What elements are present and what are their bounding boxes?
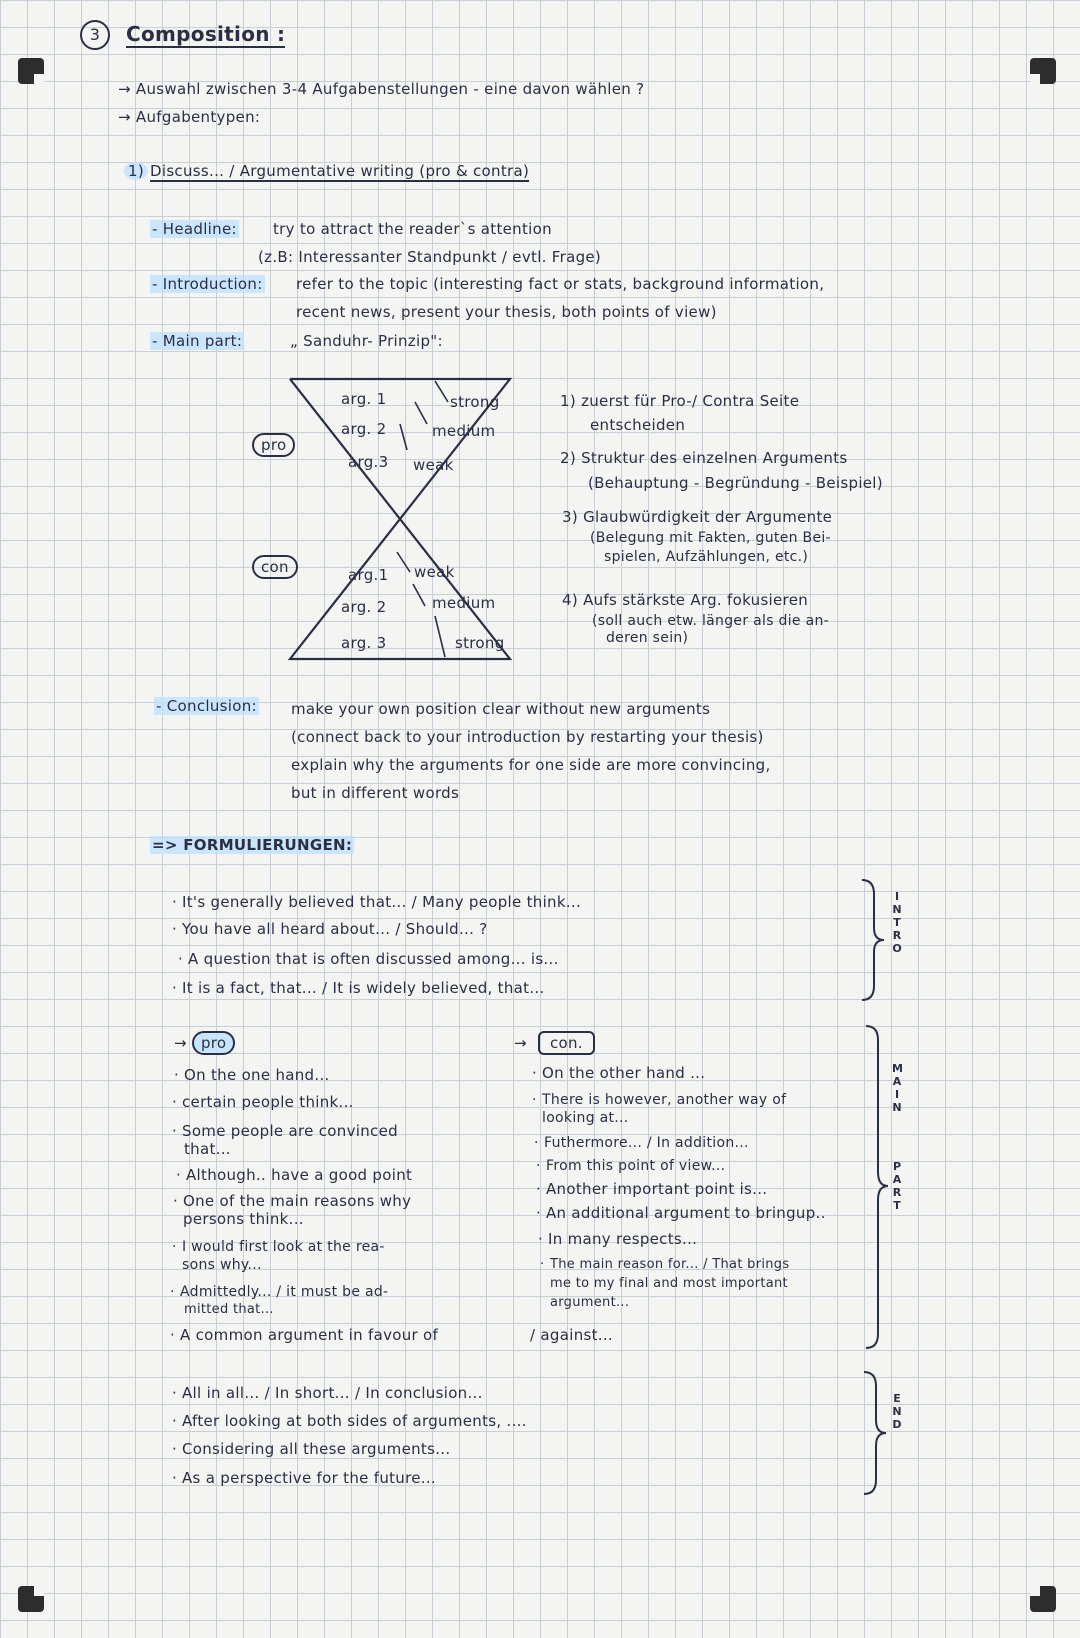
page-title: Composition :	[126, 22, 286, 46]
intro-phrase-4: · It is a fact, that... / It is widely believed, that...	[182, 979, 545, 997]
con-phrase-2-cont: looking at...	[542, 1110, 629, 1126]
divider-medium-top	[415, 402, 427, 424]
hourglass-outline	[290, 379, 510, 659]
divider-weak-bottom	[397, 552, 410, 572]
intro-line-1: → Auswahl zwischen 3-4 Aufgabenstellungen - eine davon wählen ?	[118, 80, 645, 98]
headline-label	[150, 220, 239, 238]
pro-phrase-1: · On the one hand...	[184, 1066, 330, 1084]
headline-text: try to attract the reader`s attention	[273, 220, 552, 238]
brace-label-end: E N D	[892, 1392, 902, 1431]
con-phrase-8: · The main reason for... / That brings	[550, 1257, 789, 1272]
intro-phrase-1: · It's generally believed that... / Many people think...	[182, 893, 581, 911]
con-label: con	[252, 555, 298, 579]
discuss-heading: Discuss... / Argumentative writing (pro & contra)	[150, 162, 530, 180]
brace-main-part-path	[866, 1026, 888, 1348]
brace-label-part: P A R T	[892, 1160, 902, 1212]
conclusion-line-1: make your own position clear without new arguments	[291, 700, 711, 718]
pro-header	[174, 1034, 235, 1052]
discuss-number: 1)	[124, 162, 148, 180]
pro-phrase-5: · One of the main reasons why	[183, 1192, 411, 1210]
section-number-text: 3	[89, 25, 101, 44]
con-phrase-3: · Futhermore... / In addition...	[544, 1135, 749, 1151]
shared-phrase-2: / against...	[530, 1326, 614, 1344]
introduction-text-2: recent news, present your thesis, both points of view)	[296, 303, 717, 321]
main-part-label-text: - Main part:	[152, 332, 243, 350]
hourglass-top-strength-3: weak	[413, 456, 454, 474]
intro-phrase-2: · You have all heard about... / Should... ?	[182, 920, 488, 938]
introduction-label	[150, 275, 265, 293]
brace-intro	[858, 878, 888, 1002]
hourglass-bottom-strength-1: weak	[414, 563, 455, 581]
brace-label-main: M A I N	[892, 1062, 903, 1114]
con-phrase-8-cont: me to my final and most important	[550, 1276, 788, 1291]
con-header	[514, 1034, 595, 1052]
step-2-line-1: 2) Struktur des einzelnen Arguments	[560, 449, 848, 467]
formulierungen-heading	[150, 836, 354, 854]
divider-weak-top	[400, 424, 407, 450]
brace-label-intro: I N T R O	[892, 890, 902, 955]
brace-end	[860, 1370, 890, 1496]
divider-strong-bottom	[435, 616, 445, 657]
conclusion-line-4: but in different words	[291, 784, 460, 802]
con-phrase-8-cont-2: argument...	[550, 1295, 630, 1310]
conclusion-line-3: explain why the arguments for one side are more convincing,	[291, 756, 771, 774]
step-3-line-2: (Belegung mit Fakten, guten Bei-	[590, 530, 831, 546]
hourglass-top-arg-1: arg. 1	[341, 390, 387, 408]
pro-phrase-6: · I would first look at the rea-	[182, 1239, 385, 1255]
pro-phrase-5-cont: persons think...	[183, 1210, 304, 1228]
end-phrase-4: · As a perspective for the future...	[182, 1469, 436, 1487]
con-phrase-7: · In many respects...	[548, 1230, 697, 1248]
conclusion-label	[154, 697, 259, 715]
conclusion-label-text: - Conclusion:	[156, 697, 257, 715]
hourglass-bottom-arg-3: arg. 3	[341, 634, 387, 652]
hourglass-top-strength-1: strong	[450, 393, 500, 411]
pro-phrase-7-cont: mitted that...	[184, 1302, 274, 1317]
step-4-line-3: deren sein)	[606, 630, 689, 646]
pro-arrow-icon: →	[174, 1034, 187, 1052]
end-phrase-1: · All in all... / In short... / In conclusion...	[182, 1384, 483, 1402]
con-phrase-5: · Another important point is...	[546, 1180, 767, 1198]
con-phrase-1: · On the other hand ...	[542, 1064, 705, 1082]
con-header-label: con.	[538, 1031, 595, 1055]
con-phrase-2: · There is however, another way of	[542, 1092, 786, 1108]
con-arrow-icon: →	[514, 1034, 527, 1052]
step-3-line-3: spielen, Aufzählungen, etc.)	[604, 549, 809, 565]
main-part-label	[150, 332, 244, 350]
hourglass-top-arg-2: arg. 2	[341, 420, 387, 438]
corner-mark-bottom-right	[1030, 1586, 1056, 1612]
hourglass-bottom-strength-3: strong	[455, 634, 505, 652]
intro-phrase-3: · A question that is often discussed among... is...	[188, 950, 559, 968]
brace-intro-path	[862, 880, 884, 1000]
step-4-line-1: 4) Aufs stärkste Arg. fokusieren	[562, 591, 809, 609]
pro-header-label: pro	[192, 1031, 235, 1055]
step-3-line-1: 3) Glaubwürdigkeit der Argumente	[562, 508, 833, 526]
step-2-line-2: (Behauptung - Begründung - Beispiel)	[588, 474, 883, 492]
end-phrase-3: · Considering all these arguments...	[182, 1440, 450, 1458]
step-4-line-2: (soll auch etw. länger als die an-	[592, 613, 829, 629]
corner-mark-bottom-left	[18, 1586, 44, 1612]
section-number	[80, 20, 110, 50]
pro-phrase-2: · certain people think...	[182, 1093, 354, 1111]
hourglass-bottom-arg-2: arg. 2	[341, 598, 387, 616]
divider-medium-bottom	[413, 584, 425, 606]
pro-label: pro	[252, 433, 295, 457]
headline-example: (z.B: Interessanter Standpunkt / evtl. Frage)	[258, 248, 602, 266]
intro-line-2: → Aufgabentypen:	[118, 108, 261, 126]
con-phrase-4: · From this point of view...	[546, 1158, 725, 1174]
hourglass-top-strength-2: medium	[432, 422, 496, 440]
pro-phrase-3-cont: that...	[184, 1140, 231, 1158]
introduction-label-text: - Introduction:	[152, 275, 263, 293]
pro-phrase-3: · Some people are convinced	[182, 1122, 398, 1140]
pro-phrase-7: · Admittedly... / it must be ad-	[180, 1284, 388, 1300]
shared-phrase: · A common argument in favour of	[180, 1326, 438, 1344]
step-1-line-1: 1) zuerst für Pro-/ Contra Seite	[560, 392, 800, 410]
pro-phrase-6-cont: sons why...	[182, 1257, 262, 1273]
hourglass-diagram	[285, 374, 525, 664]
headline-label-text: - Headline:	[152, 220, 237, 238]
conclusion-line-2: (connect back to your introduction by restarting your thesis)	[291, 728, 764, 746]
end-phrase-2: · After looking at both sides of arguments, ....	[182, 1412, 527, 1430]
main-part-text: „ Sanduhr- Prinzip":	[290, 332, 443, 350]
brace-main-part	[862, 1024, 892, 1350]
pro-phrase-4: · Although.. have a good point	[186, 1166, 412, 1184]
hourglass-top-arg-3: arg.3	[348, 453, 389, 471]
corner-mark-top-right	[1030, 58, 1056, 84]
hourglass-bottom-arg-1: arg.1	[348, 566, 389, 584]
formulierungen-heading-text: => FORMULIERUNGEN:	[152, 836, 353, 854]
corner-mark-top-left	[18, 58, 44, 84]
brace-end-path	[864, 1372, 886, 1494]
divider-strong-top	[435, 381, 448, 402]
con-phrase-6: · An additional argument to bringup..	[546, 1204, 826, 1222]
step-1-line-2: entscheiden	[590, 416, 686, 434]
hourglass-bottom-strength-2: medium	[432, 594, 496, 612]
introduction-text: refer to the topic (interesting fact or stats, background information,	[296, 275, 825, 293]
